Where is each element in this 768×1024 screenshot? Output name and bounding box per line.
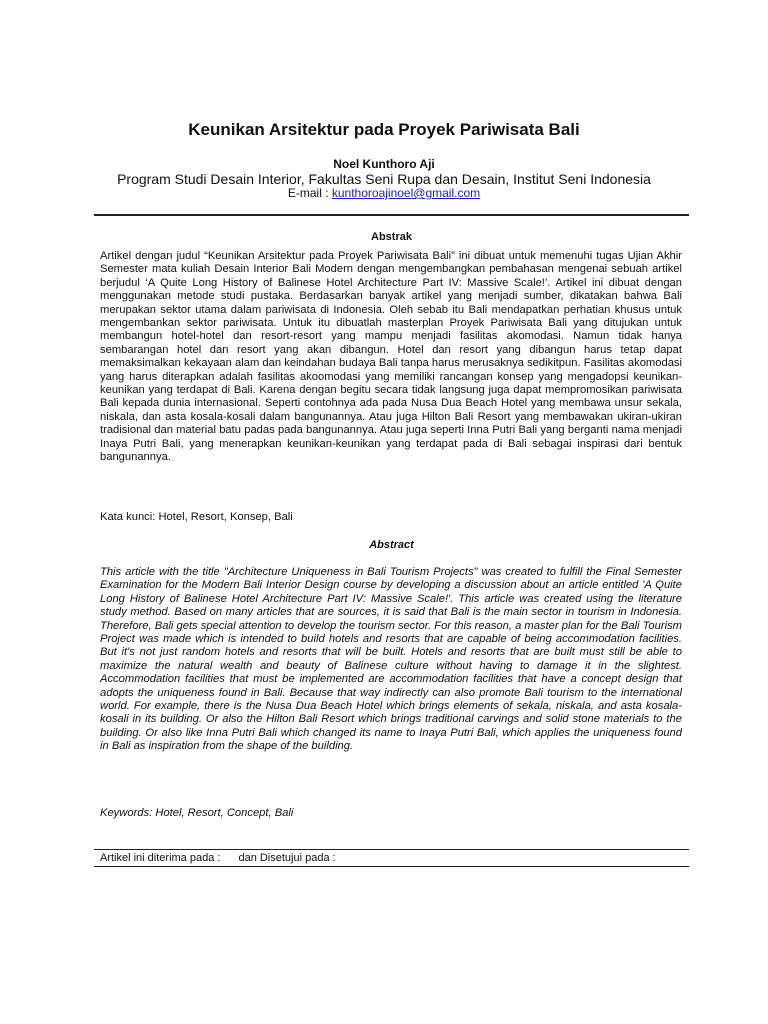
received-label: Artikel ini diterima pada : bbox=[100, 852, 221, 864]
email-link[interactable]: kunthoroajinoel@gmail.com bbox=[331, 186, 481, 200]
header-divider bbox=[94, 214, 689, 216]
abstrak-heading: Abstrak bbox=[371, 231, 412, 243]
footer-divider-top bbox=[94, 849, 689, 850]
abstrak-body: Artikel dengan judul “Keunikan Arsitektur pada Proyek Pariwisata Bali” ini dibuat untuk memenuhi tugas Ujian Akhir Semester mata kuliah Desain Interior Bali Modern dengan mengembangkan pembahasan mengenai sebuah artikel berjudul ‘A Quite Long History of Balinese Hotel Architecture Part IV: Massive Scale!’. Artikel ini dibuat dengan menggunakan metode studi pustaka. Berdasarkan banyak artikel yang menjadi sumber, dikatakan bahwa Bali merupakan sektor utama dalam pariwisata di Indonesia. Oleh sebab itu Bali mendapatkan perhatian khusus untuk mengembankan sektor pariwisata. Untuk itu dibuatlah masterplan Proyek Pariwisata Bali yang ditujukan untuk membangun hotel-hotel dan resort-resort yang mampu menjadi fasilitas akomodasi. Namun tidak hanya sembarangan hotel dan resort yang akan dibangun. Hotel dan resort yang dibangun harus tetap dapat memaksimalkan kekayaan alam dan keindahan budaya Bali tanpa harus merusaknya sedikitpun. Fasilitas akomodasi yang harus diterapkan adalah fasilitas akoomodasi yang memiliki rancangan konsep yang mengadopsi keunikan-keunikan yang terdapat di Bali. Karena dengan begitu secara tidak langsung juga dapat mempromosikan pariwisata Bali kepada dunia internasional. Seperti contohnya ada pada Nusa Dua Beach Hotel yang membawa unsur sekala, niskala, dan asta kosala-kosali dalam bangunannya. Atau juga Hilton Bali Resort yang membawakan ukiran-ukiran tradisional dan material batu padas pada bangunannya. Atau juga seperti Inna Putri Bali yang berganti nama menjadi Inaya Putri Bali, yang menerapkan keunikan-keunikan yang terdapat pada di Bali sebagai inspirasi dari bentuk bangunannya. bbox=[100, 250, 682, 464]
paper-title: Keunikan Arsitektur pada Proyek Pariwisata Bali bbox=[188, 120, 580, 139]
approved-label: dan Disetujui pada : bbox=[238, 852, 336, 864]
footer-divider-bottom bbox=[94, 866, 689, 867]
author-name: Noel Kunthoro Aji bbox=[333, 157, 435, 171]
email-line bbox=[0, 186, 768, 200]
footer-dates bbox=[100, 852, 336, 864]
abstract-body: This article with the title "Architecture Uniqueness in Bali Tourism Projects" was created to fulfill the Final Semester Examination for the Modern Bali Interior Design course by developing a discussion about an article entitled 'A Quite Long History of Balinese Hotel Architecture Part IV: Massive Scale!'. This article was created using the literature study method. Based on many articles that are sources, it is said that Bali is the main sector in tourism in Indonesia. Therefore, Bali gets special attention to develop the tourism sector. For this reason, a master plan for the Bali Tourism Project was made which is intended to build hotels and resorts that are capable of being accommodation facilities. But it's not just random hotels and resorts that will be built. Hotels and resorts that are built must still be able to maximize the natural wealth and beauty of Balinese culture without having to damage it in the slightest. Accommodation facilities that must be implemented are accommodation facilities that have a concept design that adopts the uniqueness found in Bali. Because that way indirectly can also promote Bali tourism to the international world. For example, there is the Nusa Dua Beach Hotel which brings elements of sekala, niskala, and asta kosala-kosali in its building. Or also the Hilton Bali Resort which brings traditional carvings and solid stone materials to the building. Or also like Inna Putri Bali which changed its name to Inaya Putri Bali, which applies the uniqueness found in Bali as inspiration from the shape of the building. bbox=[100, 566, 682, 753]
abstract-heading: Abstract bbox=[369, 539, 414, 551]
author-affiliation: Program Studi Desain Interior, Fakultas Seni Rupa dan Desain, Institut Seni Indonesia bbox=[117, 171, 651, 187]
kata-kunci: Kata kunci: Hotel, Resort, Konsep, Bali bbox=[100, 511, 293, 523]
keywords: Keywords: Hotel, Resort, Concept, Bali bbox=[100, 807, 294, 819]
email-label: E-mail : bbox=[287, 186, 332, 200]
